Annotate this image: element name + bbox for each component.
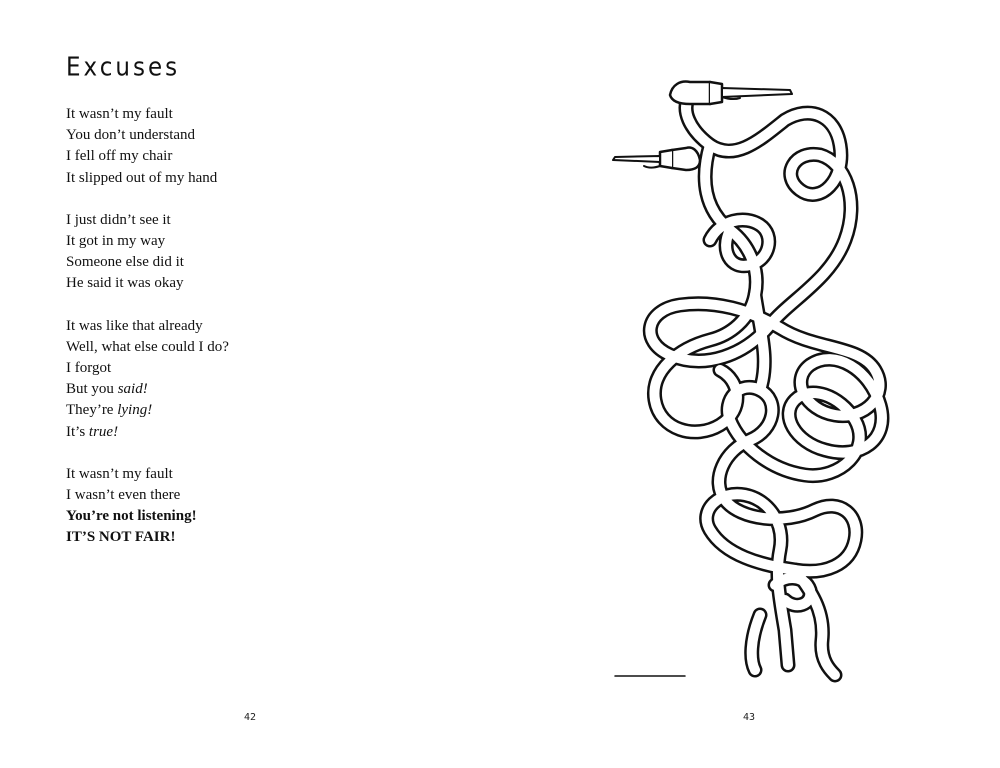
poem-line-segment: I forgot xyxy=(66,360,112,377)
poem-line xyxy=(66,527,229,548)
poem-line xyxy=(66,252,229,273)
poem-line-segment: It’s xyxy=(66,423,89,440)
poem-line-segment: I just didn’t see it xyxy=(66,211,171,228)
poem-stanza xyxy=(66,104,229,189)
poem-line xyxy=(66,379,229,400)
poem-line-segment: true! xyxy=(88,423,119,440)
right-page xyxy=(500,0,1000,768)
poem-line-segment: You don’t understand xyxy=(66,127,196,144)
poem-line xyxy=(66,506,229,527)
poem-line-segment: It wasn’t my fault xyxy=(66,106,173,122)
pointing-hand-lower-icon xyxy=(613,148,700,171)
poem-line-segment: I fell off my chair xyxy=(66,148,173,165)
poem-line xyxy=(66,485,229,506)
poem-line-segment: IT’S NOT FAIR! xyxy=(66,529,176,546)
poem-line xyxy=(66,273,229,294)
poem-line xyxy=(66,464,229,485)
poem-line xyxy=(66,316,229,337)
poem-line xyxy=(66,146,229,167)
poem-line xyxy=(66,422,229,443)
poem-line-segment: It slipped out of my hand xyxy=(66,169,218,186)
poem-line xyxy=(66,168,229,189)
poem-line-segment: It wasn’t my fault xyxy=(66,465,173,482)
poem-line-segment: lying! xyxy=(117,402,153,419)
poem-line-segment: It got in my way xyxy=(66,233,166,250)
poem-line-segment: Well, what else could I do? xyxy=(66,338,229,355)
poem-line-segment: You’re not listening! xyxy=(66,508,197,525)
poem-line xyxy=(66,337,229,358)
poem-line-segment: Someone else did it xyxy=(66,254,184,271)
poem-line xyxy=(66,400,229,421)
page-number-left: 42 xyxy=(244,712,257,723)
poem-stanza xyxy=(66,316,229,443)
poem-line xyxy=(66,358,229,379)
poem-stanza xyxy=(66,464,229,549)
poem-line xyxy=(66,104,229,125)
poem-line-segment: said! xyxy=(117,381,148,398)
poem-line xyxy=(66,125,229,146)
poem-line xyxy=(66,231,229,252)
poem-stanza xyxy=(66,210,229,295)
poem-body xyxy=(66,104,229,570)
page-number-right: 43 xyxy=(743,712,756,723)
poem-line-segment: I wasn’t even there xyxy=(66,487,181,504)
poem-line-segment: It was like that already xyxy=(66,317,203,334)
knotted-tangle-illustration-icon xyxy=(610,70,900,690)
pointing-hand-upper-icon xyxy=(670,82,792,104)
poem-line-segment: They’re xyxy=(66,402,118,419)
poem-line-segment: But you xyxy=(66,381,118,398)
poem-line-segment: He said it was okay xyxy=(66,275,184,292)
poem-line xyxy=(66,210,229,231)
poem-title: Excuses xyxy=(66,53,181,83)
